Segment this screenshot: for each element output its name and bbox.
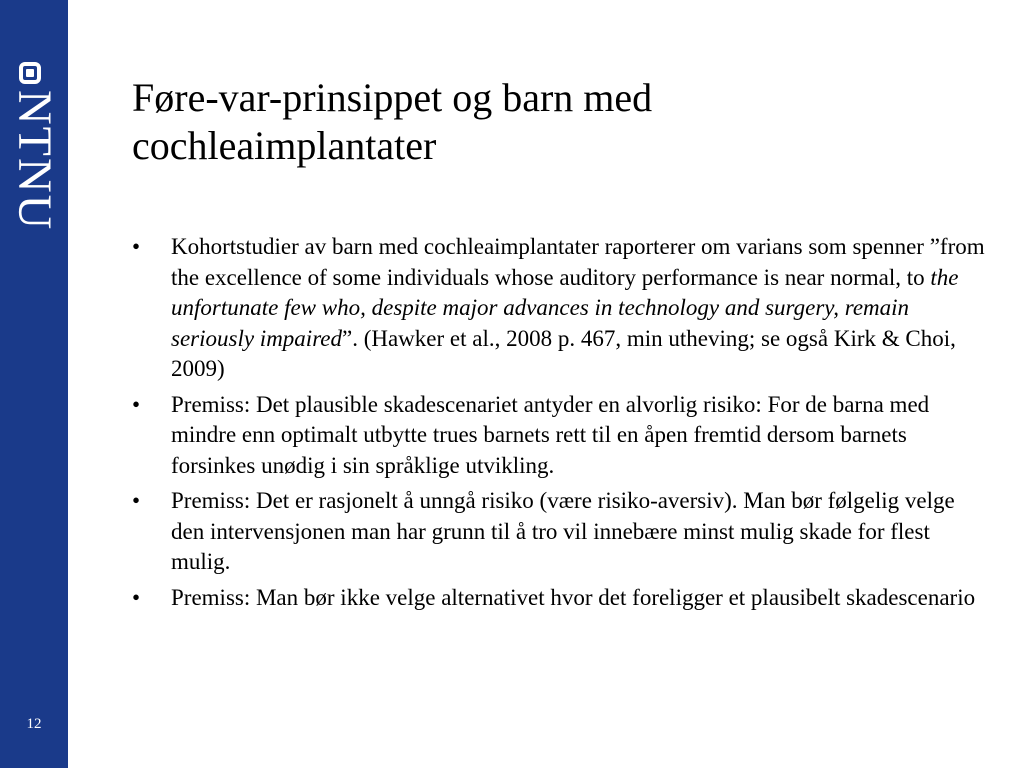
- bullet-dot-icon: •: [132, 234, 141, 259]
- slide-title-line-1: Føre-var-prinsippet og barn med: [132, 75, 653, 120]
- bullet-italic-quote: the unfortunate few who, despite major advances in technology and surgery, remain seriously impaired: [171, 264, 959, 351]
- bullet-text: Premiss: Det plausible skadescenariet antyder en alvorlig risiko: For de barna med mindre enn optimalt utbytte trues barnets rett til en åpen fremtid dersom barnets forsinkes unødig i sin språklige utvikling.: [171, 391, 930, 478]
- bullet-text: ”. (Hawker et al., 2008 p. 467, min utheving; se også Kirk & Choi, 2009): [171, 325, 956, 381]
- bullet-text: Premiss: Man bør ikke velge alternativet hvor det foreligger et plausibelt skadescenario: [171, 584, 976, 610]
- bullet-dot-icon: •: [132, 391, 141, 417]
- bullet-item: [132, 486, 992, 578]
- bullet-item: [132, 232, 992, 385]
- bullet-list: [132, 232, 992, 618]
- sidebar: [0, 0, 68, 768]
- bullet-text: Kohortstudier av barn med cochleaimplantater raporterer om varians som spenner ”from the excellence of some individuals whose auditory performance is near normal, to: [171, 234, 985, 290]
- bullet-dot-icon: •: [132, 584, 141, 610]
- bullet-item: [132, 583, 992, 614]
- bullet-text: Premiss: Det er rasjonelt å unngå risiko (være risiko-aversiv). Man bør følgelig velge den intervensjonen man har grunn til å tro vil innebære minst mulig skade for flest mulig.: [171, 488, 955, 574]
- page-number: 12: [26, 716, 42, 732]
- bullet-item: [132, 390, 992, 482]
- ntnu-logo-text: NTNU: [8, 90, 61, 232]
- slide-title-line-2: cochleaimplantater: [132, 123, 437, 168]
- bullet-dot-icon: •: [132, 488, 141, 513]
- slide-title: [132, 74, 992, 170]
- ntnu-square-logo-icon: [19, 62, 41, 84]
